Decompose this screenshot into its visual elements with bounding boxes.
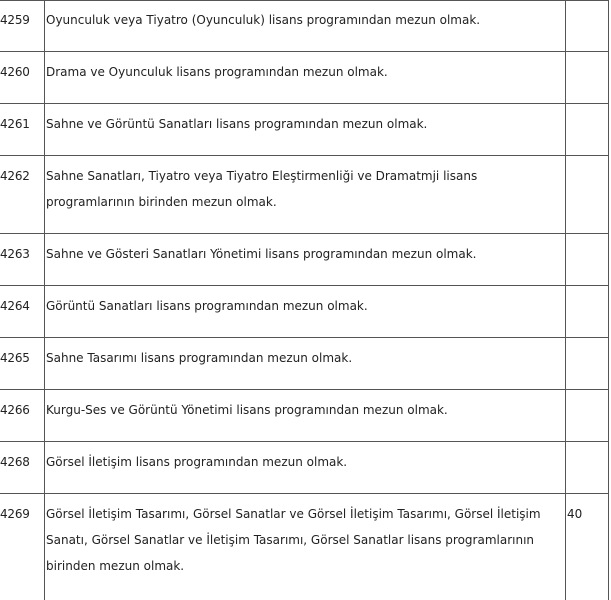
row-score: [565, 104, 609, 156]
row-description: Sahne Tasarımı lisans programından mezun olmak.: [44, 338, 565, 390]
row-code: 4262: [0, 156, 44, 234]
table-row: [0, 494, 611, 600]
row-description: Sahne ve Gösteri Sanatları Yönetimi lisans programından mezun olmak.: [44, 234, 565, 286]
row-score: [565, 234, 609, 286]
row-description: Oyunculuk veya Tiyatro (Oyunculuk) lisans programından mezun olmak.: [44, 0, 565, 52]
table-row: [0, 390, 611, 442]
row-score: [565, 442, 609, 494]
row-description: Drama ve Oyunculuk lisans programından mezun olmak.: [44, 52, 565, 104]
row-score: [565, 286, 609, 338]
table-row: [0, 104, 611, 156]
table-row: [0, 156, 611, 234]
row-score: [565, 0, 609, 52]
row-code: 4264: [0, 286, 44, 338]
row-description: Görsel İletişim lisans programından mezun olmak.: [44, 442, 565, 494]
table-row: [0, 0, 611, 52]
row-code: 4261: [0, 104, 44, 156]
row-code: 4265: [0, 338, 44, 390]
row-score: 40: [565, 494, 609, 600]
row-score: [565, 390, 609, 442]
row-description: Görüntü Sanatları lisans programından mezun olmak.: [44, 286, 565, 338]
row-code: 4259: [0, 0, 44, 52]
row-description: Görsel İletişim Tasarımı, Görsel Sanatlar ve Görsel İletişim Tasarımı, Görsel İletişim Sanatı, Görsel Sanatlar ve İletişim Tasarımı, Görsel Sanatlar lisans programlarının birinden mezun olmak.: [44, 494, 565, 600]
row-description: Sahne ve Görüntü Sanatları lisans programından mezun olmak.: [44, 104, 565, 156]
row-score: [565, 338, 609, 390]
table-row: [0, 52, 611, 104]
table-row: [0, 442, 611, 494]
table-row: [0, 338, 611, 390]
row-description: Sahne Sanatları, Tiyatro veya Tiyatro Eleştirmenliği ve Dramatmji lisans programlarının birinden mezun olmak.: [44, 156, 565, 234]
row-code: 4269: [0, 507, 30, 521]
row-code: 4266: [0, 390, 44, 442]
table-row: [0, 234, 611, 286]
row-score: [565, 156, 609, 234]
row-code: 4268: [0, 442, 44, 494]
row-code: 4263: [0, 234, 44, 286]
table-row: [0, 286, 611, 338]
row-code: 4260: [0, 52, 44, 104]
row-score: [565, 52, 609, 104]
row-description: Kurgu-Ses ve Görüntü Yönetimi lisans programından mezun olmak.: [44, 390, 565, 442]
